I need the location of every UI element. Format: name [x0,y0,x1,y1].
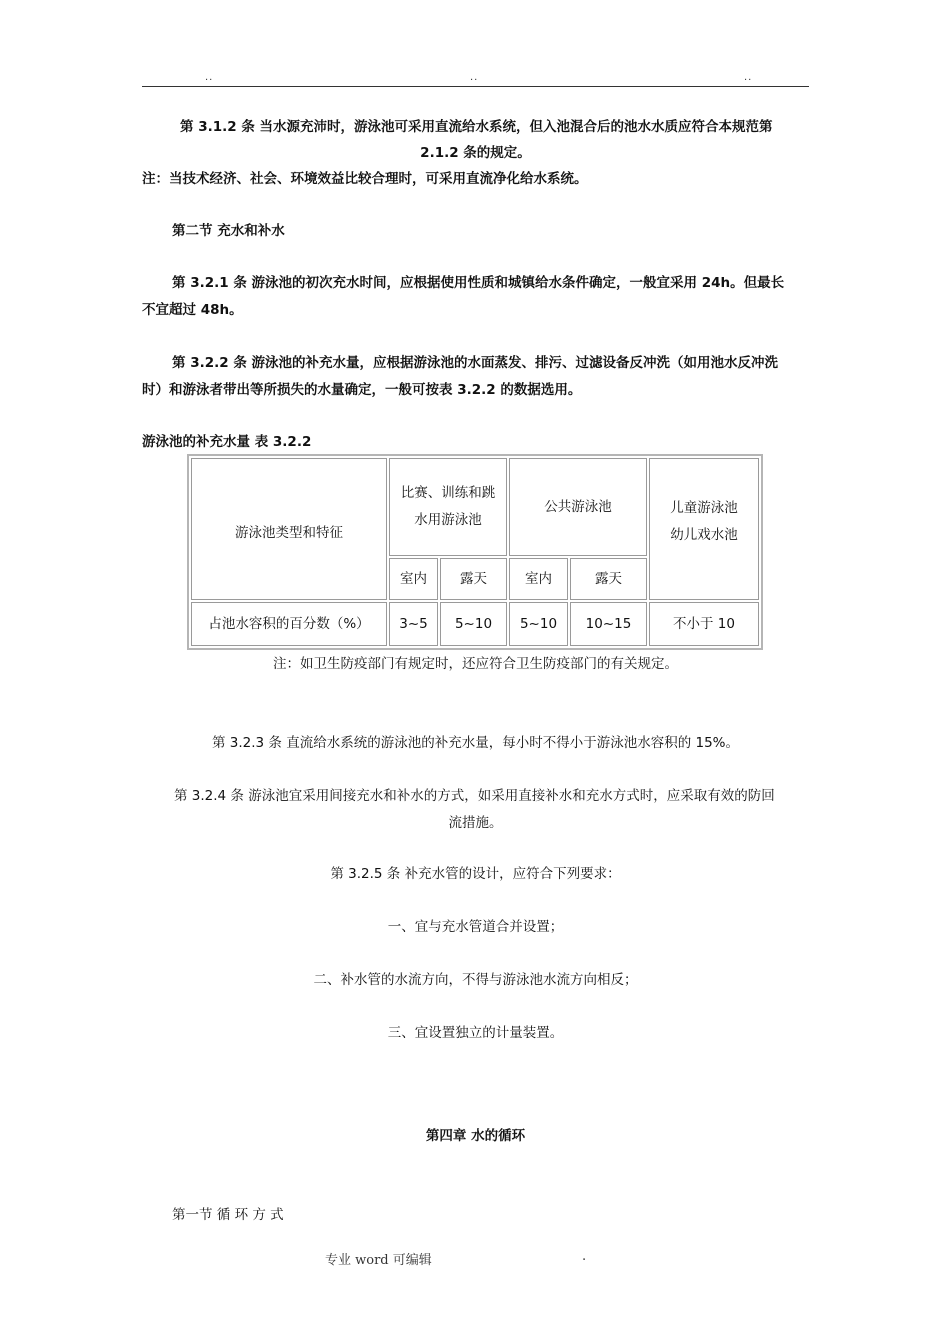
sub-outdoor-1: 露天 [440,558,507,600]
clause-3-2-1-line1: 第 3.2.1 条 游泳池的初次充水时间，应根据使用性质和城镇给水条件确定，一般宜采用 24h。但最长 [172,275,785,291]
clause-3-1-2-note: 注：当技术经济、社会、环境效益比较合理时，可采用直流净化给水系统。 [142,171,588,187]
makeup-water-table [187,454,763,650]
sub-outdoor-2: 露天 [570,558,647,600]
row-label: 占池水容积的百分数（%） [191,602,387,646]
section-4-1-title: 第一节 循 环 方 式 [172,1207,284,1223]
header-children-line2: 幼儿戏水池 [670,527,738,543]
clause-3-2-5-item-3: 三、宜设置独立的计量装置。 [387,1025,564,1041]
value-competition-indoor: 3~5 [389,602,438,646]
clause-3-1-2-line2: 2.1.2 条的规定。 [420,145,531,161]
value-competition-outdoor: 5~10 [440,602,507,646]
header-dots-mid: .. [470,72,479,83]
table-caption: 游泳池的补充水量 表 3.2.2 [142,434,312,450]
header-rule [142,86,809,87]
value-public-indoor: 5~10 [509,602,568,646]
header-children-line1: 儿童游泳池 [670,500,738,516]
footer-label: 专业 word 可编辑 [325,1253,432,1268]
clause-3-2-1-line2: 不宜超过 48h。 [142,302,243,318]
clause-3-2-4-line1: 第 3.2.4 条 游泳池宜采用间接充水和补水的方式，如采用直接补水和充水方式时，应采取有效的防回 [174,788,775,804]
header-type-cell [191,458,387,600]
chapter-title: 第四章 水的循环 [425,1128,526,1144]
header-type-label: 游泳池类型和特征 [235,525,343,541]
header-competition-cell [389,458,507,556]
clause-3-2-3: 第 3.2.3 条 直流给水系统的游泳池的补充水量，每小时不得小于游泳池水容积的 15%。 [211,735,740,751]
header-public-cell [509,458,647,556]
sub-indoor-1: 室内 [389,558,438,600]
header-competition-line1: 比赛、训练和跳 [400,485,496,501]
clause-3-2-5-title: 第 3.2.5 条 补充水管的设计，应符合下列要求： [330,866,621,882]
header-dots-right: .. [744,72,753,83]
header-children-cell [649,458,759,600]
value-children: 不小于 10 [649,602,759,646]
clause-3-1-2-line1: 第 3.1.2 条 当水源充沛时，游泳池可采用直流给水系统，但入池混合后的池水水质应符合本规范第 [180,119,773,135]
section-title: 第二节 充水和补水 [172,223,285,239]
sub-indoor-2: 室内 [509,558,568,600]
clause-3-2-2-line2: 时）和游泳者带出等所损失的水量确定，一般可按表 3.2.2 的数据选用。 [142,382,582,398]
header-public-label: 公共游泳池 [544,498,612,515]
clause-3-2-4-line2: 流措施。 [448,815,503,831]
header-competition-line2: 水用游泳池 [414,512,482,528]
clause-3-2-5-item-1: 一、宜与充水管道合并设置； [387,919,564,935]
value-public-outdoor: 10~15 [570,602,647,646]
header-dots-left: .. [205,72,214,83]
clause-3-2-2-line1: 第 3.2.2 条 游泳池的补充水量，应根据游泳池的水面蒸发、排污、过滤设备反冲洗（如用池水反冲洗 [172,355,779,371]
footer-dot: . [582,1249,587,1264]
clause-3-2-5-item-2: 二、补水管的水流方向，不得与游泳池水流方向相反； [313,972,638,988]
table-note: 注：如卫生防疫部门有规定时，还应符合卫生防疫部门的有关规定。 [273,656,678,672]
